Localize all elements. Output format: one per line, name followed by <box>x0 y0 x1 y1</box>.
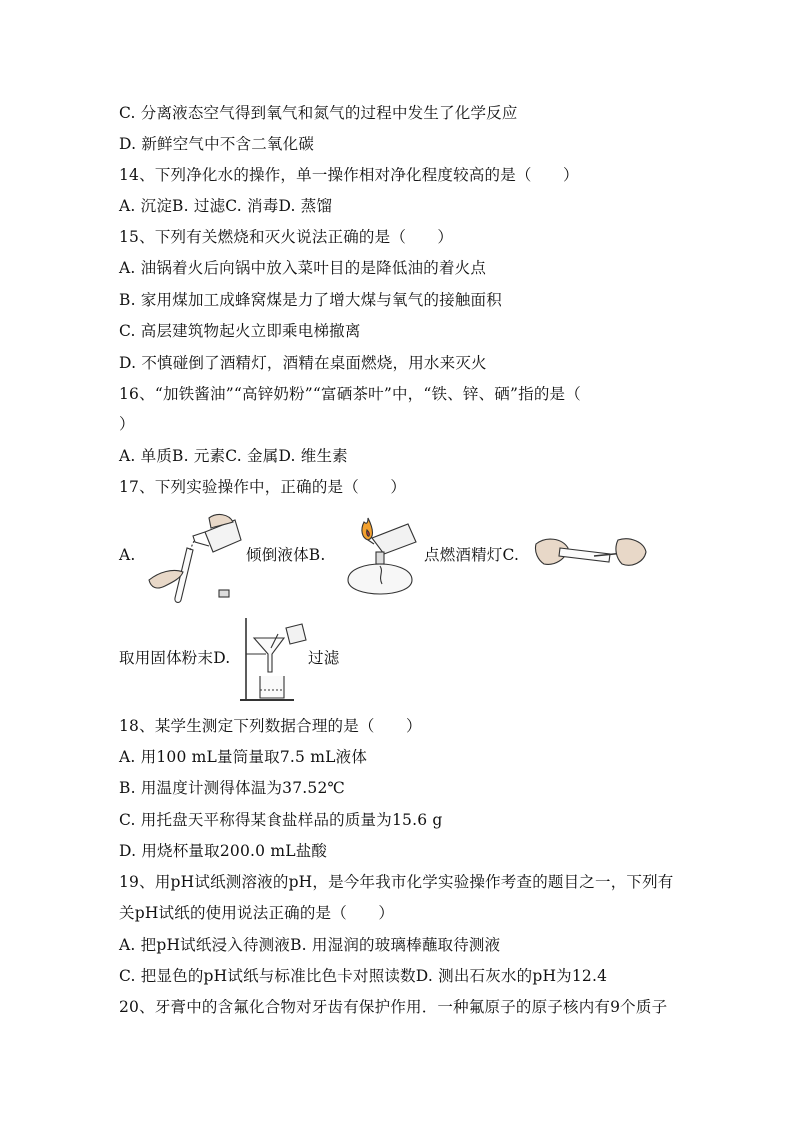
q19-stem: 19、用pH试纸测溶液的pH，是今年我市化学实验操作考查的题目之一，下列有 <box>119 873 674 891</box>
q18-option-d: D. 用烧杯量取200.0 mL盐酸 <box>119 842 328 860</box>
q18-option-a: A. 用100 mL量筒量取7.5 mL液体 <box>119 748 368 766</box>
filtration-figure <box>238 614 308 704</box>
q13-option-c: C. 分离液态空气得到氧气和氮气的过程中发生了化学反应 <box>119 104 518 122</box>
q19-options-ab: A. 把pH试纸浸入待测液B. 用湿润的玻璃棒蘸取待测液 <box>119 936 501 954</box>
q19-options-cd: C. 把显色的pH试纸与标准比色卡对照读数D. 测出石灰水的pH为12.4 <box>119 967 608 985</box>
q19-stem-cont: 关pH试纸的使用说法正确的是（ ） <box>119 904 395 922</box>
q17-option-d-caption: 过滤 <box>308 649 340 667</box>
q15-stem: 15、下列有关燃烧和灭火说法正确的是（ ） <box>119 228 454 246</box>
q15-option-b: B. 家用煤加工成蜂窝煤是力了增大煤与氧气的接触面积 <box>119 291 502 309</box>
q13-option-d: D. 新鲜空气中不含二氧化碳 <box>119 135 315 153</box>
q18-option-c: C. 用托盘天平称得某食盐样品的质量为15.6 g <box>119 811 443 829</box>
q16-stem-close: ） <box>119 415 135 433</box>
powder-tube-figure <box>534 530 649 578</box>
q16-options: A. 单质B. 元素C. 金属D. 维生素 <box>119 447 348 465</box>
pour-liquid-figure <box>143 510 243 605</box>
q17-option-a-label: A. <box>119 546 136 564</box>
q14-stem: 14、下列净化水的操作，单一操作相对净化程度较高的是（ ） <box>119 166 579 184</box>
q17-stem: 17、下列实验操作中，正确的是（ ） <box>119 478 407 496</box>
alcohol-lamp-figure <box>338 510 423 600</box>
q18-option-b: B. 用温度计测得体温为37.52℃ <box>119 779 346 797</box>
q20-stem: 20、牙膏中的含氟化合物对牙齿有保护作用．一种氟原子的原子核内有9个质子 <box>119 998 668 1016</box>
q18-stem: 18、某学生测定下列数据合理的是（ ） <box>119 717 422 735</box>
q17-option-a-caption: 倾倒液体B. <box>246 546 326 564</box>
q14-options: A. 沉淀B. 过滤C. 消毒D. 蒸馏 <box>119 197 333 215</box>
q16-stem: 16、“加铁酱油”“高锌奶粉”“富硒茶叶”中，“铁、锌、硒”指的是（ <box>119 385 581 403</box>
q15-option-c: C. 高层建筑物起火立即乘电梯撤离 <box>119 322 361 340</box>
q15-option-a: A. 油锅着火后向锅中放入菜叶目的是降低油的着火点 <box>119 259 487 277</box>
q15-option-d: D. 不慎碰倒了酒精灯，酒精在桌面燃烧，用水来灭火 <box>119 354 487 372</box>
q17-option-b-caption: 点燃酒精灯C. <box>424 546 520 564</box>
q17-option-c-caption: 取用固体粉末D. <box>119 649 231 667</box>
